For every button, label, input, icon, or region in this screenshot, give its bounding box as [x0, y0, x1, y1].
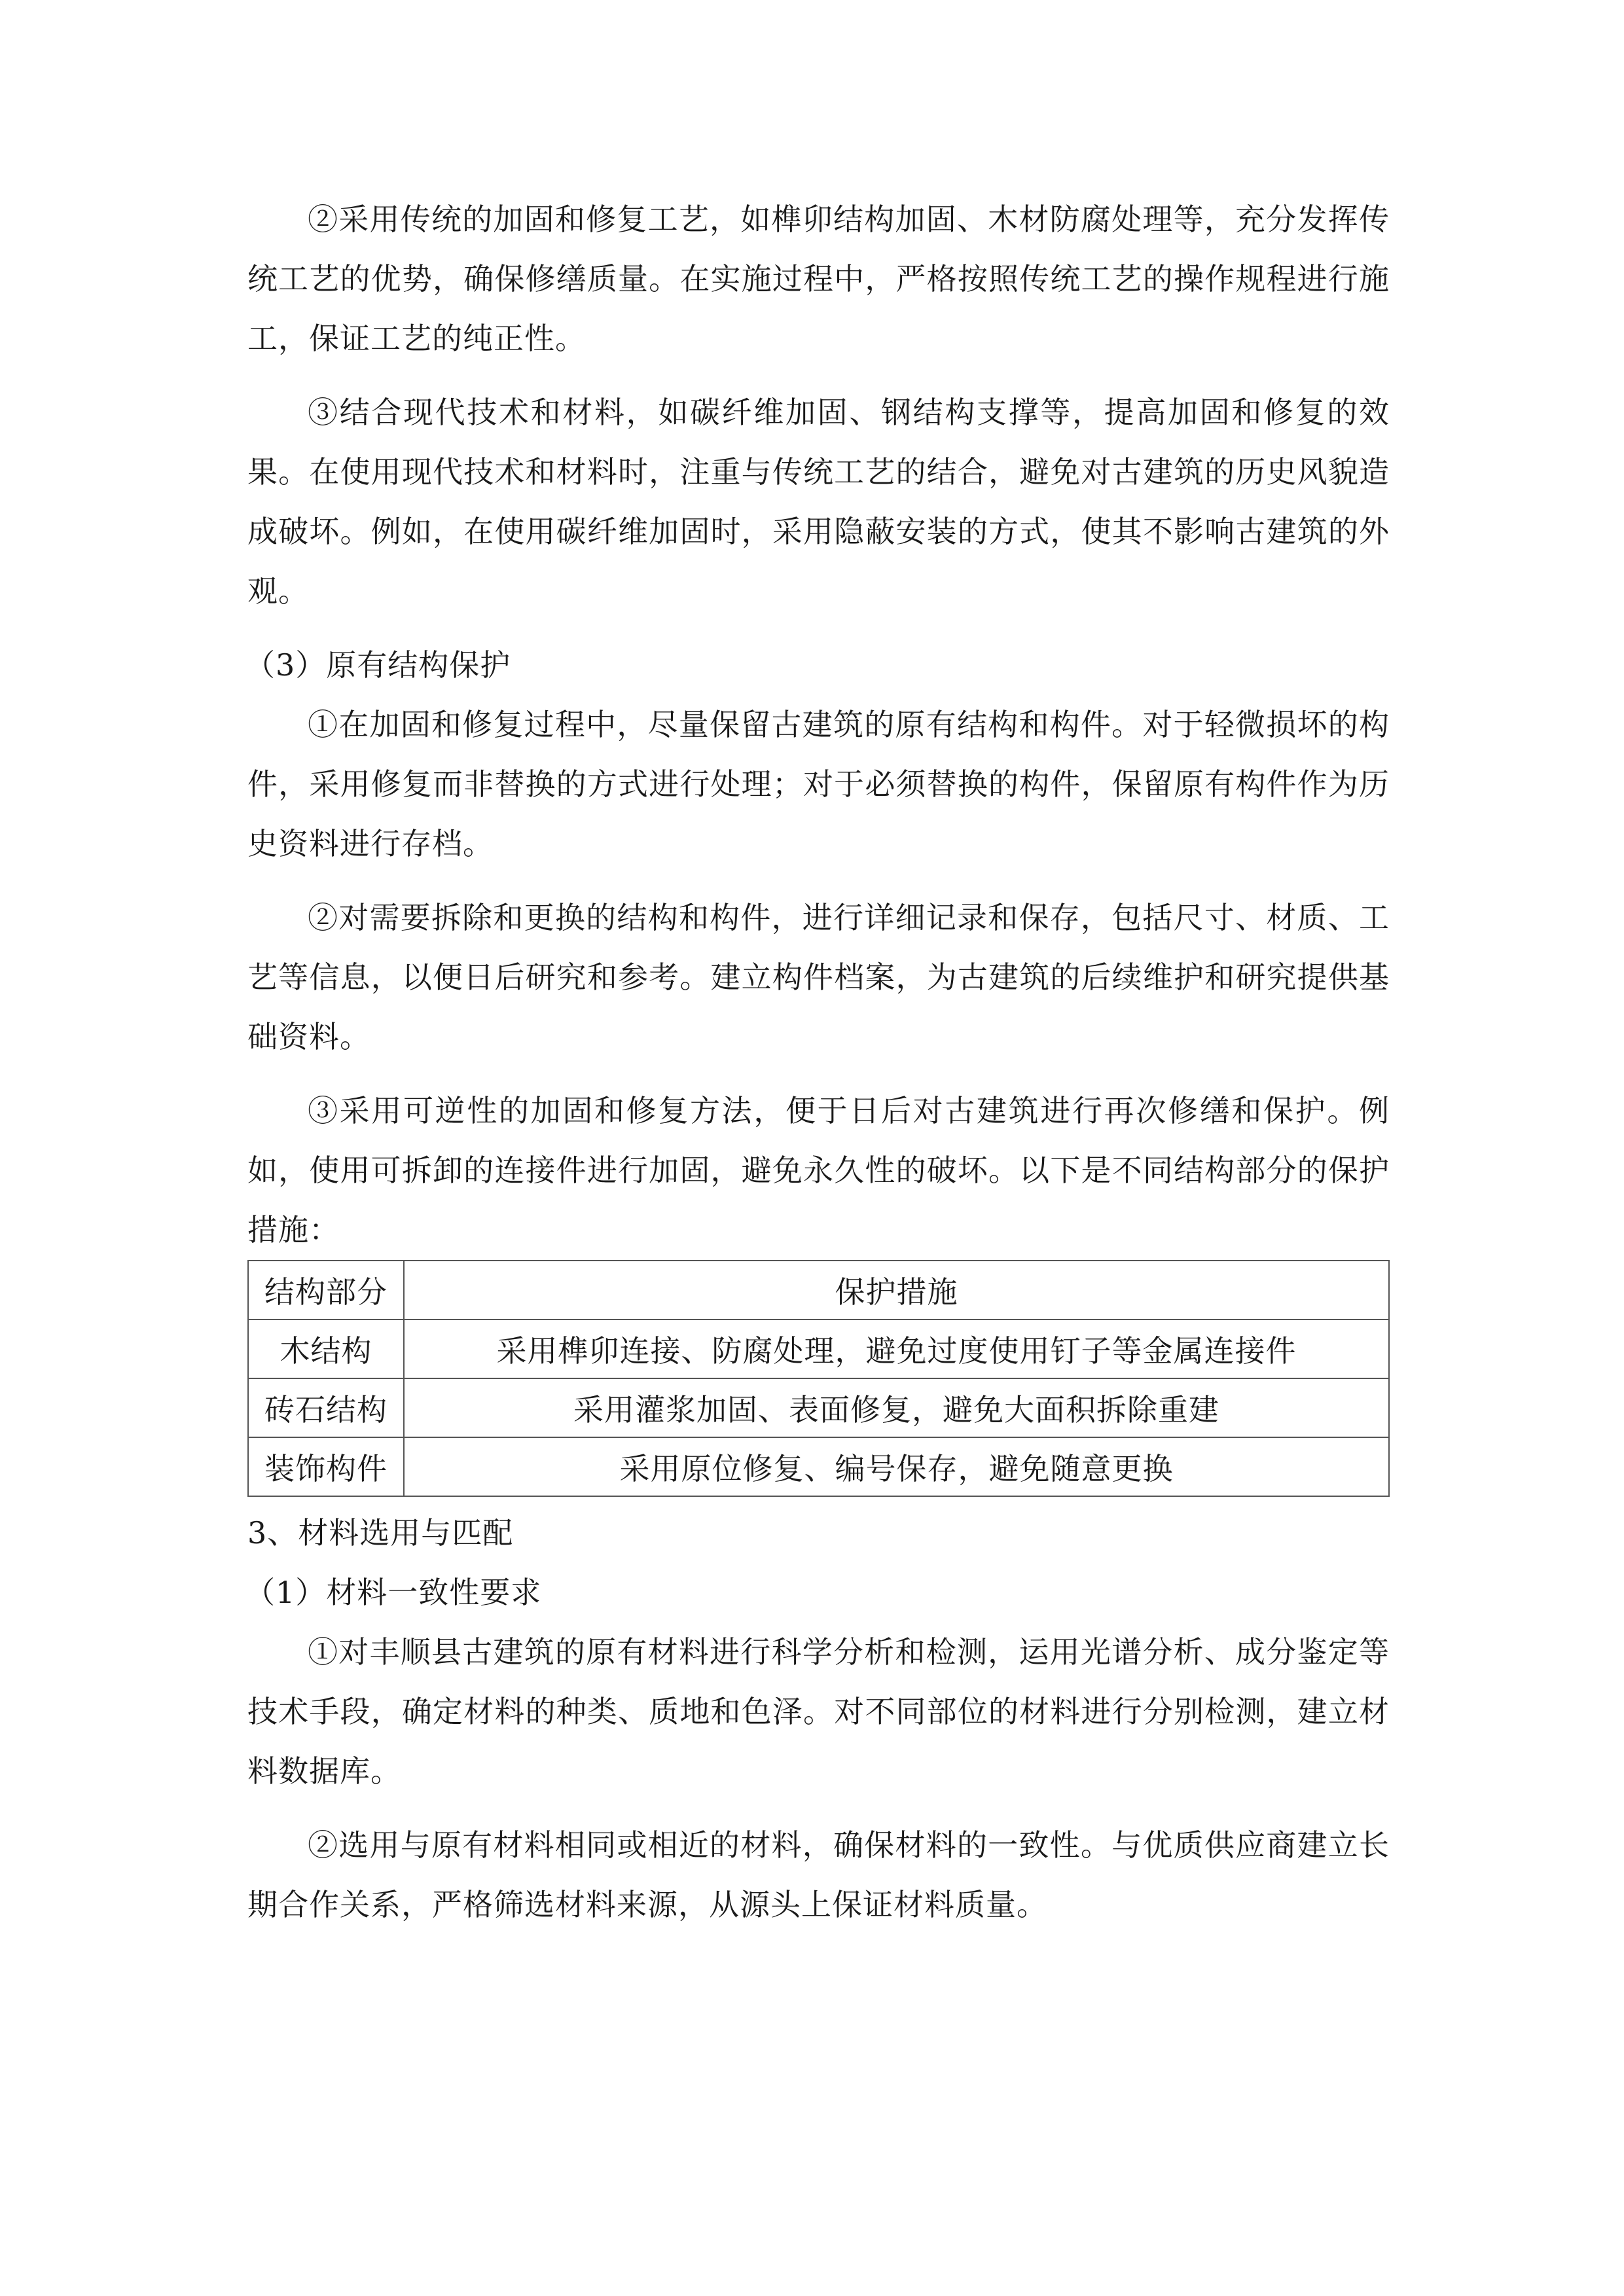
section-heading-structure-protection: （3）原有结构保护 — [245, 647, 511, 683]
table-cell-measure: 采用榫卯连接、防腐处理，避免过度使用钉子等金属连接件 — [404, 1319, 1389, 1378]
paragraph-modern-technology: ③结合现代技术和材料，如碳纤维加固、钢结构支撑等，提高加固和修复的效果。在使用现代技术和材料时，注重与传统工艺的结合，避免对古建筑的历史风貌造成破坏。例如，在使用碳纤维加固时，采用隐蔽安装的方式，使其不影响古建筑的外观。 — [247, 395, 1390, 609]
paragraph-material-matching: ②选用与原有材料相同或相近的材料，确保材料的一致性。与优质供应商建立长期合作关系，严格筛选材料来源，从源头上保证材料质量。 — [247, 1827, 1390, 1922]
chapter-heading-material-selection: 3、材料选用与匹配 — [247, 1515, 514, 1551]
paragraph-material-analysis: ①对丰顺县古建筑的原有材料进行科学分析和检测，运用光谱分析、成分鉴定等技术手段，确定材料的种类、质地和色泽。对不同部位的材料进行分别检测，建立材料数据库。 — [247, 1634, 1390, 1789]
table-cell-part: 木结构 — [248, 1319, 404, 1378]
paragraph-reversible-methods: ③采用可逆性的加固和修复方法，便于日后对古建筑进行再次修缮和保护。例如，使用可拆卸的连接件进行加固，避免永久性的破坏。以下是不同结构部分的保护措施： — [247, 1093, 1390, 1247]
paragraph-record-components: ②对需要拆除和更换的结构和构件，进行详细记录和保存，包括尺寸、材质、工艺等信息，以便日后研究和参考。建立构件档案，为古建筑的后续维护和研究提供基础资料。 — [247, 900, 1390, 1054]
table-header-cell: 结构部分 — [248, 1261, 404, 1319]
section-heading-material-consistency: （1）材料一致性要求 — [245, 1575, 542, 1610]
table-row — [248, 1378, 1389, 1437]
table-cell-part: 装饰构件 — [248, 1437, 404, 1496]
table-header-cell: 保护措施 — [404, 1261, 1389, 1319]
table-header-row — [248, 1261, 1389, 1319]
table-cell-part: 砖石结构 — [248, 1378, 404, 1437]
document-page — [247, 190, 1390, 1949]
table-row — [248, 1319, 1389, 1378]
paragraph-retain-structure: ①在加固和修复过程中，尽量保留古建筑的原有结构和构件。对于轻微损坏的构件，采用修复而非替换的方式进行处理；对于必须替换的构件，保留原有构件作为历史资料进行存档。 — [247, 707, 1390, 861]
paragraph-traditional-process: ②采用传统的加固和修复工艺，如榫卯结构加固、木材防腐处理等，充分发挥传统工艺的优势，确保修缮质量。在实施过程中，严格按照传统工艺的操作规程进行施工，保证工艺的纯正性。 — [247, 202, 1390, 356]
table-cell-measure: 采用原位修复、编号保存，避免随意更换 — [404, 1437, 1389, 1496]
table-cell-measure: 采用灌浆加固、表面修复，避免大面积拆除重建 — [404, 1378, 1389, 1437]
protection-measures-table — [247, 1260, 1390, 1497]
table-row — [248, 1437, 1389, 1496]
